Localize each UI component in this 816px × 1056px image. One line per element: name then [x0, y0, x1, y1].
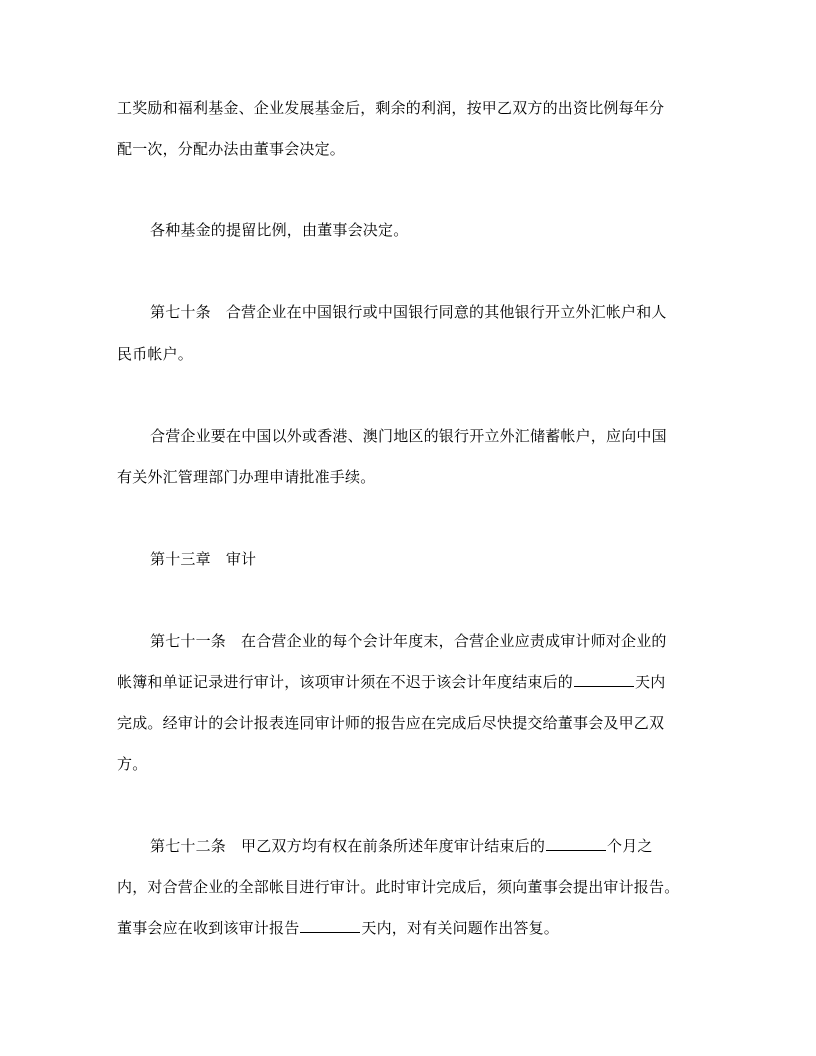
text: 天内，对有关问题作出答复。 — [361, 919, 560, 937]
text: 在合营企业的每个会计年度末，合营企业应责成审计师对企业的 — [241, 632, 667, 650]
article-72-line — [150, 836, 740, 856]
text: 天内 — [635, 673, 666, 691]
paragraph-line — [150, 426, 740, 446]
paragraph-line — [117, 344, 707, 364]
article-71-line — [150, 631, 740, 651]
paragraph-line — [117, 467, 707, 487]
text: 个月之 — [607, 837, 653, 855]
text: 董事会应在收到该审计报告 — [117, 919, 300, 937]
text: 工奖励和福利基金、企业发展基金后，剩余的利润，按甲乙双方的出资比例每年分 — [117, 99, 665, 117]
text: 合营企业在中国银行或中国银行同意的其他银行开立外汇帐户和人 — [225, 303, 667, 321]
article-70-line — [150, 302, 740, 322]
fill-in-blank[interactable] — [574, 672, 634, 687]
chapter-heading — [150, 549, 740, 569]
paragraph-line — [117, 672, 707, 692]
fill-in-blank[interactable] — [546, 836, 606, 851]
chapter-title: 审计 — [225, 550, 257, 568]
chapter-label: 第十三章 — [150, 550, 211, 568]
text: 完成。经审计的会计报表连同审计师的报告应在完成后尽快提交给董事会及甲乙双 — [117, 714, 665, 732]
text: 甲乙双方均有权在前条所述年度审计结束后的 — [241, 837, 546, 855]
text: 合营企业要在中国以外或香港、澳门地区的银行开立外汇储蓄帐户，应向中国 — [150, 427, 667, 445]
paragraph-line — [117, 754, 707, 774]
paragraph-line — [150, 220, 740, 240]
paragraph-line — [117, 918, 707, 938]
text: 帐簿和单证记录进行审计，该项审计须在不迟于该会计年度结束后的 — [117, 673, 574, 691]
fill-in-blank[interactable] — [300, 918, 360, 933]
text: 民币帐户。 — [117, 345, 194, 363]
text: 有关外汇管理部门办理申请批准手续。 — [117, 468, 376, 486]
text: 各种基金的提留比例，由董事会决定。 — [150, 221, 409, 239]
article-label: 第七十条 — [150, 303, 211, 321]
article-label: 第七十一条 — [150, 632, 227, 650]
text: 配一次，分配办法由董事会决定。 — [117, 140, 346, 158]
paragraph-line — [117, 139, 707, 159]
article-label: 第七十二条 — [150, 837, 227, 855]
paragraph-line — [117, 877, 707, 897]
paragraph-line — [117, 713, 707, 733]
text: 内，对合营企业的全部帐目进行审计。此时审计完成后，须向董事会提出审计报告。 — [117, 878, 680, 896]
text: 方。 — [117, 755, 148, 773]
paragraph-line — [117, 98, 707, 118]
